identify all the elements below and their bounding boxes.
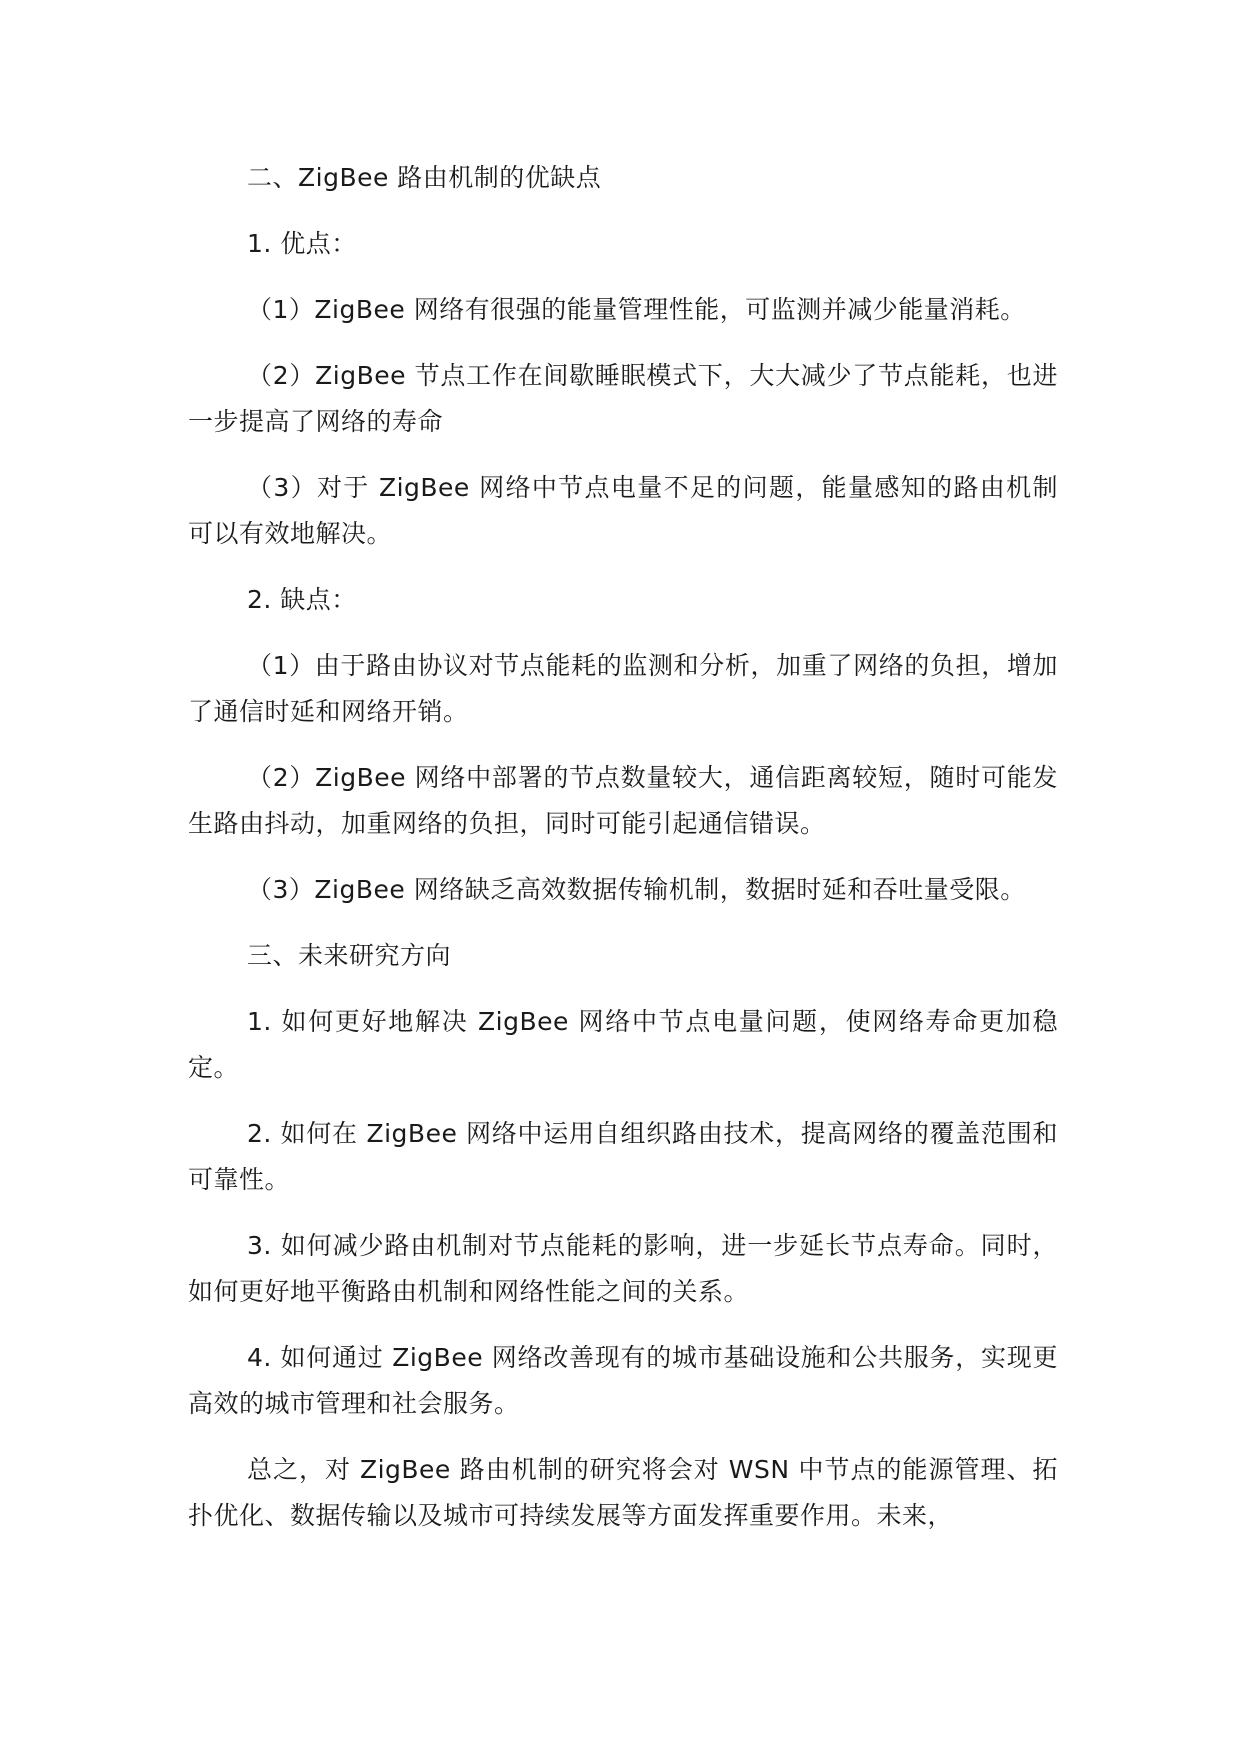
future-item-1: 1. 如何更好地解决 ZigBee 网络中节点电量问题，使网络寿命更加稳定。 [188,1007,1058,1082]
advantage-item-3: （3）对于 ZigBee 网络中节点电量不足的问题，能量感知的路由机制可以有效地解决。 [188,473,1058,548]
subheading-disadvantages: 2. 缺点： [247,585,357,614]
future-item-2: 2. 如何在 ZigBee 网络中运用自组织路由技术，提高网络的覆盖范围和可靠性。 [188,1119,1058,1194]
future-item-4: 4. 如何通过 ZigBee 网络改善现有的城市基础设施和公共服务，实现更高效的城市管理和社会服务。 [188,1343,1058,1418]
subheading-advantages: 1. 优点： [247,229,357,258]
advantage-item-1: （1）ZigBee 网络有很强的能量管理性能，可监测并减少能量消耗。 [247,295,1026,324]
disadvantage-item-2: （2）ZigBee 网络中部署的节点数量较大，通信距离较短，随时可能发生路由抖动，加重网络的负担，同时可能引起通信错误。 [188,763,1058,838]
document-body [188,155,1058,1559]
section-heading-pros-cons: 二、ZigBee 路由机制的优缺点 [247,163,602,192]
section-heading-future-research: 三、未来研究方向 [247,941,452,970]
advantage-item-2: （2）ZigBee 节点工作在间歇睡眠模式下，大大减少了节点能耗，也进一步提高了网络的寿命 [188,361,1058,436]
conclusion-paragraph: 总之，对 ZigBee 路由机制的研究将会对 WSN 中节点的能源管理、拓扑优化、数据传输以及城市可持续发展等方面发挥重要作用。未来， [188,1455,1058,1530]
disadvantage-item-1: （1）由于路由协议对节点能耗的监测和分析，加重了网络的负担，增加了通信时延和网络开销。 [188,651,1058,726]
future-item-3: 3. 如何减少路由机制对节点能耗的影响，进一步延长节点寿命。同时，如何更好地平衡路由机制和网络性能之间的关系。 [188,1231,1058,1306]
disadvantage-item-3: （3）ZigBee 网络缺乏高效数据传输机制，数据时延和吞吐量受限。 [247,875,1026,904]
